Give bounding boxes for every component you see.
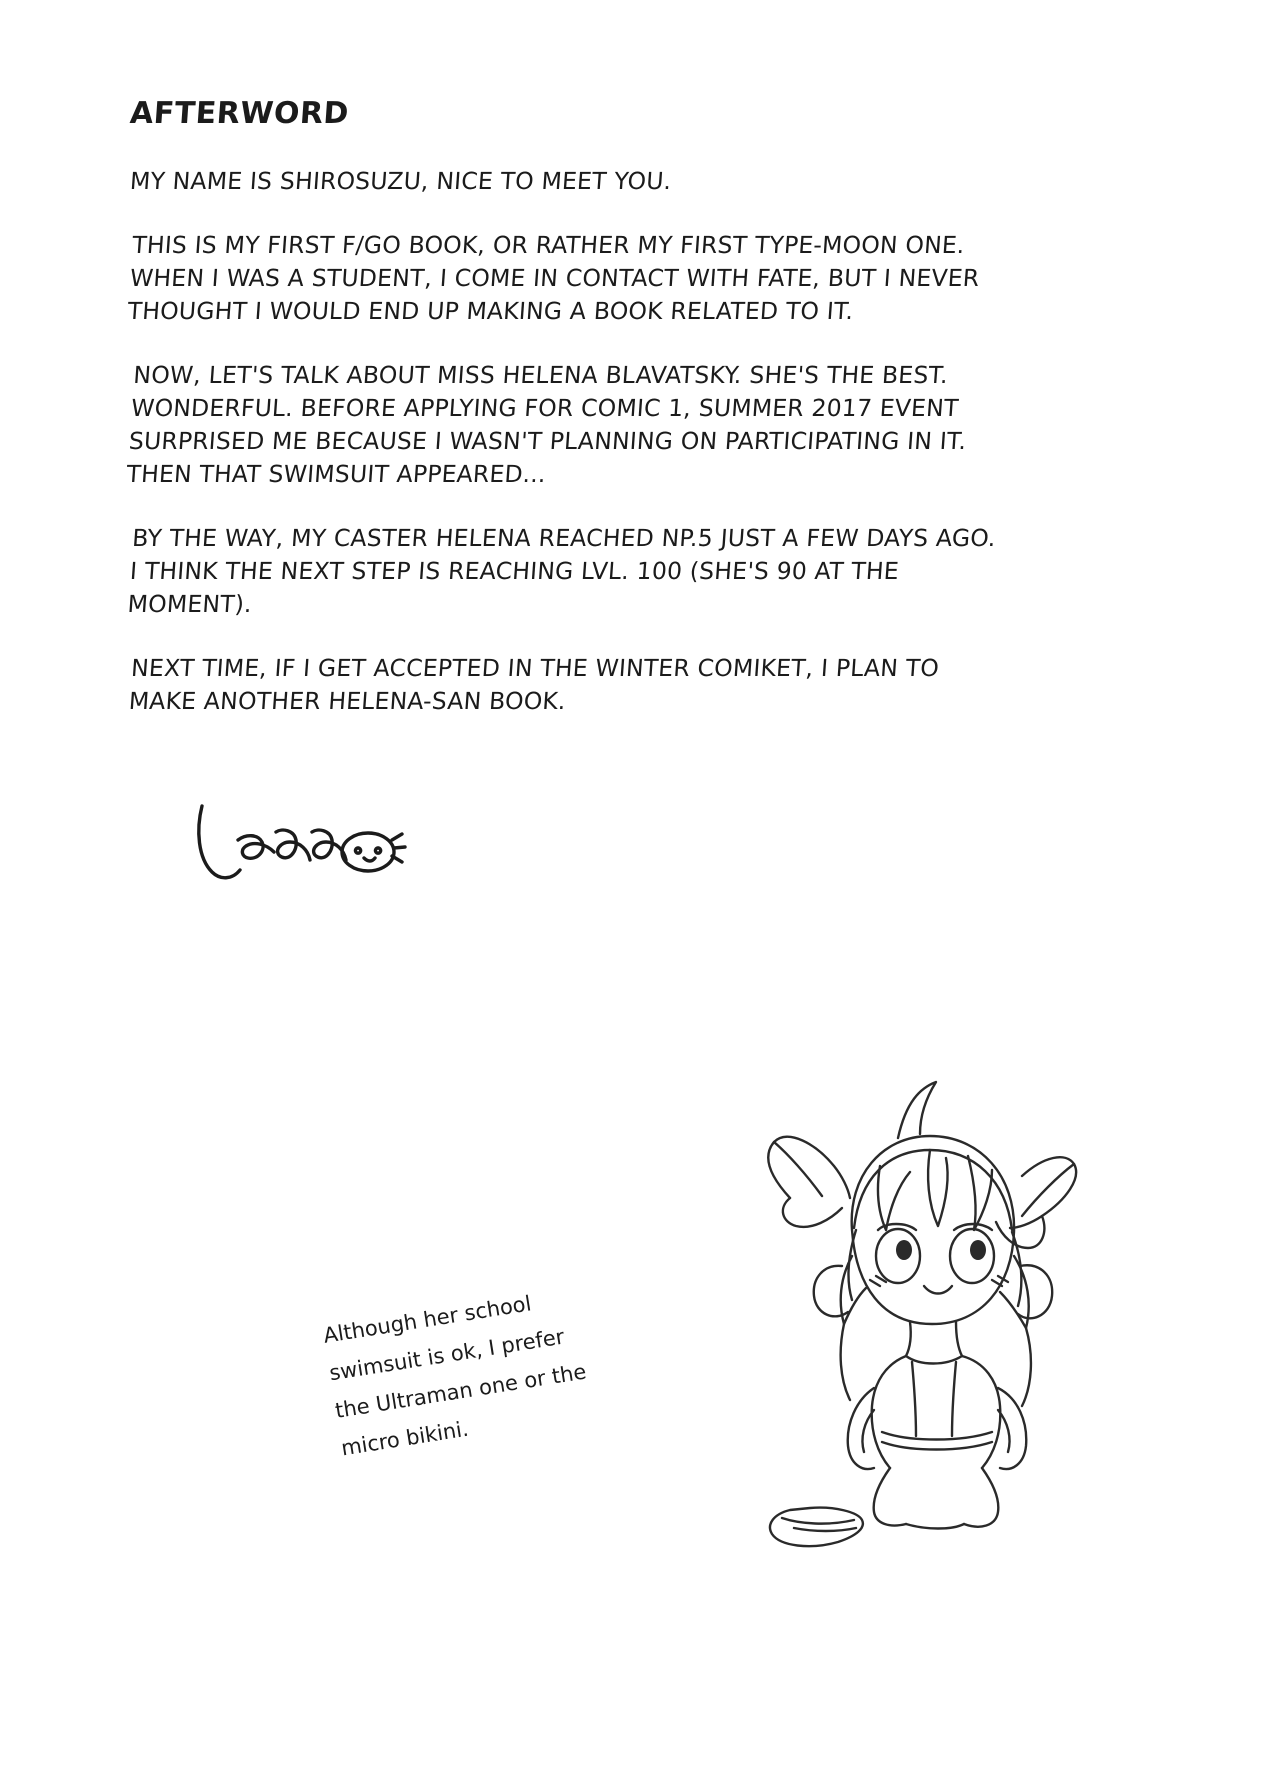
paragraph-1: MY NAME IS SHIROSUZU, NICE TO MEET YOU. xyxy=(129,167,673,195)
handwritten-caption: Although her school swimsuit is ok, I prefer the Ultraman one or the micro bikini. xyxy=(321,1291,588,1461)
chibi-illustration xyxy=(730,1080,1110,1610)
author-signature xyxy=(190,800,420,890)
afterword-text-block xyxy=(125,96,1130,749)
paragraph-3: NOW, LET'S TALK ABOUT MISS HELENA BLAVATSKY. SHE'S THE BEST. WONDERFUL. BEFORE APPLYING FOR COMIC 1, SUMMER 2017 EVENT SURPRISED ME BECAUSE I WASN'T PLANNING ON PARTICIPATING IN IT. THEN THAT SWIMSUIT APPEARED... xyxy=(125,361,968,488)
paragraph-4: BY THE WAY, MY CASTER HELENA REACHED NP.5 JUST A FEW DAYS AGO. I THINK THE NEXT STEP IS REACHING LVL. 100 (SHE'S 90 AT THE MOMENT). xyxy=(126,524,997,618)
page-title: AFTERWORD xyxy=(128,96,351,131)
paragraph-2: THIS IS MY FIRST F/GO BOOK, OR RATHER MY FIRST TYPE-MOON ONE. WHEN I WAS A STUDENT, I COME IN CONTACT WITH FATE, BUT I NEVER THOUGHT I WOULD END UP MAKING A BOOK RELATED TO IT. xyxy=(126,231,981,325)
paragraph-5: NEXT TIME, IF I GET ACCEPTED IN THE WINTER COMIKET, I PLAN TO MAKE ANOTHER HELENA-SAN BOOK. xyxy=(127,654,941,715)
